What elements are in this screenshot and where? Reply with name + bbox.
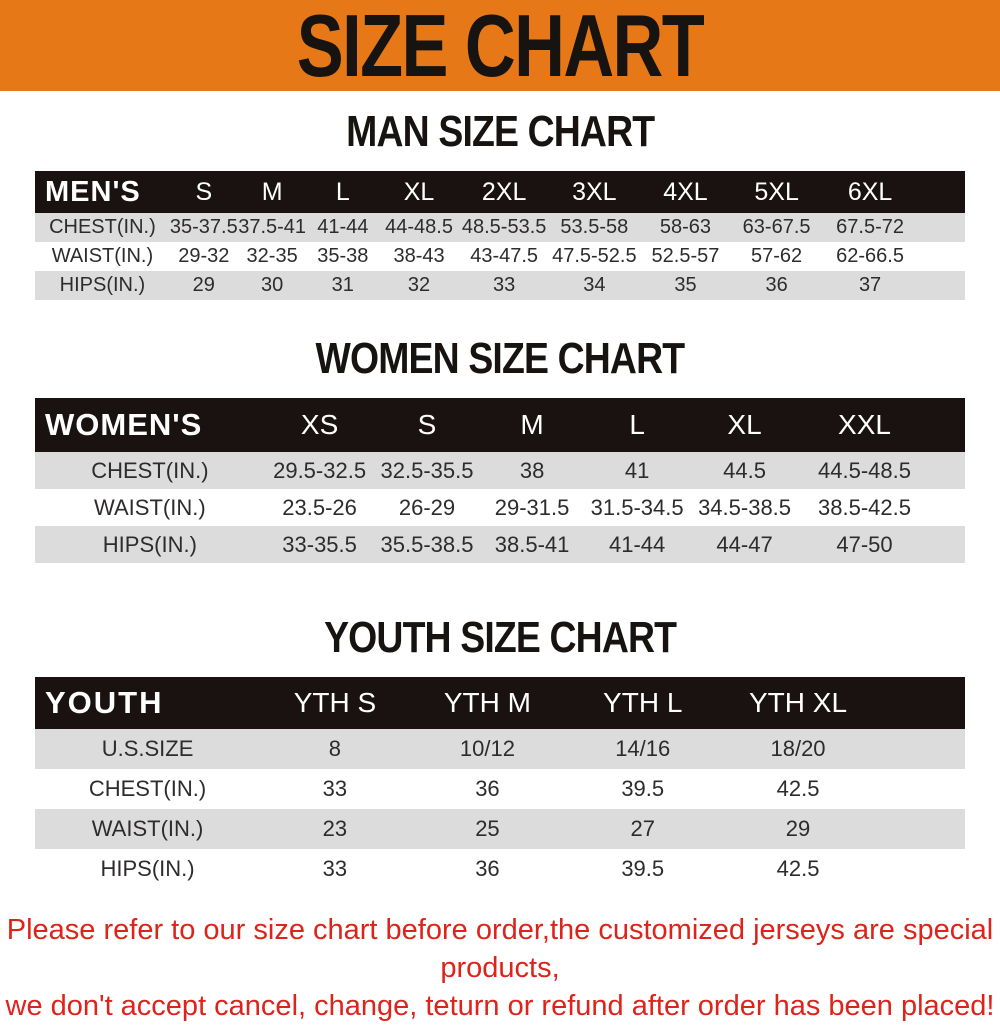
size-header-cell: 6XL	[822, 171, 919, 213]
size-value-cell: 32-35	[246, 245, 298, 267]
size-value-cell: 35-37.5	[169, 216, 238, 238]
women-size-table	[35, 398, 965, 563]
spacer-cell	[918, 242, 965, 271]
size-header-cell: YTH L	[565, 677, 720, 729]
size-header-cell: YTH M	[410, 677, 565, 729]
size-header-cell: XL	[690, 398, 800, 452]
size-value-cell: 47.5-52.5	[552, 245, 637, 267]
size-header-cell: YTH XL	[720, 677, 875, 729]
size-header-cell: 4XL	[639, 171, 731, 213]
measurement-label: WAIST(IN.)	[94, 494, 206, 520]
size-value-cell: 29-32	[178, 245, 230, 267]
size-value-cell: 38.5-42.5	[818, 494, 911, 520]
size-header-cell: 3XL	[549, 171, 639, 213]
size-value-cell: 38-43	[393, 245, 445, 267]
spacer-cell	[876, 677, 965, 729]
size-header-cell: XS	[265, 398, 375, 452]
size-value-cell: 39.5	[621, 856, 665, 881]
size-header-cell: L	[307, 171, 380, 213]
spacer-cell	[918, 271, 965, 300]
size-value-cell: 44-48.5	[385, 216, 453, 238]
women-hips-row	[35, 526, 965, 563]
size-value-cell: 44.5-48.5	[818, 457, 911, 483]
size-value-cell: 63-67.5	[742, 216, 811, 238]
youth-chest-row	[35, 769, 965, 809]
man-section-heading-text: MAN SIZE CHART	[345, 107, 655, 156]
size-value-cell: 31.5-34.5	[590, 494, 684, 520]
size-value-cell: 23.5-26	[282, 494, 357, 520]
size-value-cell: 33	[493, 274, 516, 296]
measurement-label: U.S.SIZE	[101, 736, 194, 761]
measurement-label: HIPS(IN.)	[100, 856, 195, 881]
youth-header-row	[35, 677, 965, 729]
size-value-cell: 43-47.5	[470, 245, 539, 267]
men-header-row	[35, 171, 965, 213]
disclaimer-line-2: we don't accept cancel, change, teturn or refund after order has been placed!	[5, 990, 995, 1022]
spacer-cell	[930, 526, 965, 563]
spacer-cell	[876, 809, 965, 849]
men-hips-row	[35, 271, 965, 300]
measurement-label: CHEST(IN.)	[49, 216, 156, 238]
size-value-cell: 32.5-35.5	[380, 457, 474, 483]
measurement-label: WAIST(IN.)	[51, 245, 154, 267]
spacer-cell	[930, 452, 965, 489]
youth-section-heading	[0, 615, 1000, 661]
size-value-cell: 8	[328, 736, 342, 761]
youth-table-title-cell: YOUTH	[35, 677, 260, 729]
size-value-cell: 27	[630, 816, 655, 841]
size-value-cell: 36	[475, 776, 500, 801]
size-value-cell: 29-31.5	[494, 494, 570, 520]
size-value-cell: 31	[331, 274, 354, 296]
banner-title: SIZE CHART	[296, 0, 704, 95]
size-value-cell: 35.5-38.5	[380, 531, 474, 557]
size-value-cell: 34.5-38.5	[698, 494, 792, 520]
size-header-cell: M	[480, 398, 585, 452]
size-header-cell: XXL	[799, 398, 929, 452]
size-value-cell: 44-47	[716, 531, 773, 557]
women-section-heading	[0, 336, 1000, 382]
size-value-cell: 38.5-41	[494, 531, 570, 557]
size-header-cell: 2XL	[459, 171, 549, 213]
order-disclaimer	[0, 911, 1000, 1025]
size-value-cell: 62-66.5	[836, 245, 904, 267]
size-value-cell: 34	[583, 274, 606, 296]
size-value-cell: 52.5-57	[651, 245, 720, 267]
size-value-cell: 37	[858, 274, 882, 296]
size-value-cell: 10/12	[459, 736, 515, 761]
size-value-cell: 58-63	[659, 216, 712, 238]
size-value-cell: 33	[322, 776, 348, 801]
size-value-cell: 26-29	[398, 494, 456, 520]
size-value-cell: 67.5-72	[836, 216, 904, 238]
size-value-cell: 25	[475, 816, 500, 841]
size-value-cell: 48.5-53.5	[461, 216, 547, 238]
size-value-cell: 36	[765, 274, 788, 296]
size-value-cell: 23	[322, 816, 348, 841]
man-section-heading	[0, 109, 1000, 155]
size-value-cell: 44.5	[723, 457, 766, 483]
size-value-cell: 37.5-41	[238, 216, 307, 238]
men-waist-row	[35, 242, 965, 271]
size-header-cell: 5XL	[732, 171, 822, 213]
size-header-cell: M	[238, 171, 307, 213]
youth-ussize-row	[35, 729, 965, 769]
size-value-cell: 32	[407, 274, 431, 296]
size-value-cell: 57-62	[751, 245, 803, 267]
size-header-cell: S	[170, 171, 238, 213]
measurement-label: WAIST(IN.)	[91, 816, 204, 841]
women-chest-row	[35, 452, 965, 489]
size-chart-banner	[0, 0, 1000, 95]
spacer-cell	[930, 489, 965, 526]
size-value-cell: 29	[785, 816, 811, 841]
measurement-label: CHEST(IN.)	[91, 457, 209, 483]
size-value-cell: 35	[674, 274, 697, 296]
size-value-cell: 42.5	[776, 776, 820, 801]
spacer-cell	[876, 729, 965, 769]
size-header-cell: L	[585, 398, 690, 452]
youth-waist-row	[35, 809, 965, 849]
youth-size-table	[35, 677, 965, 889]
women-header-row	[35, 398, 965, 452]
spacer-cell	[876, 769, 965, 809]
size-value-cell: 39.5	[621, 776, 665, 801]
size-header-cell: XL	[379, 171, 459, 213]
measurement-label: HIPS(IN.)	[59, 274, 146, 296]
size-value-cell: 33-35.5	[282, 531, 357, 557]
size-value-cell: 29.5-32.5	[273, 457, 367, 483]
youth-section-heading-text: YOUTH SIZE CHART	[323, 613, 677, 662]
size-value-cell: 30	[261, 274, 284, 296]
size-value-cell: 41	[624, 457, 650, 483]
size-header-cell: S	[374, 398, 479, 452]
size-value-cell: 33	[322, 856, 348, 881]
size-value-cell: 41-44	[317, 216, 369, 238]
youth-hips-row	[35, 849, 965, 889]
spacer-cell	[930, 398, 965, 452]
women-section-heading-text: WOMEN SIZE CHART	[315, 334, 685, 383]
size-value-cell: 41-44	[609, 531, 666, 557]
measurement-label: CHEST(IN.)	[88, 776, 207, 801]
measurement-label: HIPS(IN.)	[102, 531, 197, 557]
size-value-cell: 29	[192, 274, 215, 296]
spacer-cell	[918, 213, 965, 242]
size-value-cell: 14/16	[615, 736, 671, 761]
women-waist-row	[35, 489, 965, 526]
size-value-cell: 35-38	[317, 245, 369, 267]
size-value-cell: 47-50	[836, 531, 893, 557]
spacer-cell	[876, 849, 965, 889]
size-header-cell: YTH S	[260, 677, 410, 729]
disclaimer-line-1: Please refer to our size chart before order,the customized jerseys are special products,	[6, 914, 994, 984]
men-size-table	[35, 171, 965, 300]
size-value-cell: 53.5-58	[560, 216, 629, 238]
women-table-title-cell: WOMEN'S	[35, 398, 265, 452]
size-value-cell: 18/20	[770, 736, 826, 761]
men-chest-row	[35, 213, 965, 242]
men-table-title-cell: MEN'S	[35, 171, 170, 213]
size-value-cell: 36	[475, 856, 500, 881]
size-value-cell: 42.5	[776, 856, 820, 881]
size-value-cell: 38	[519, 457, 545, 483]
spacer-cell	[918, 171, 965, 213]
